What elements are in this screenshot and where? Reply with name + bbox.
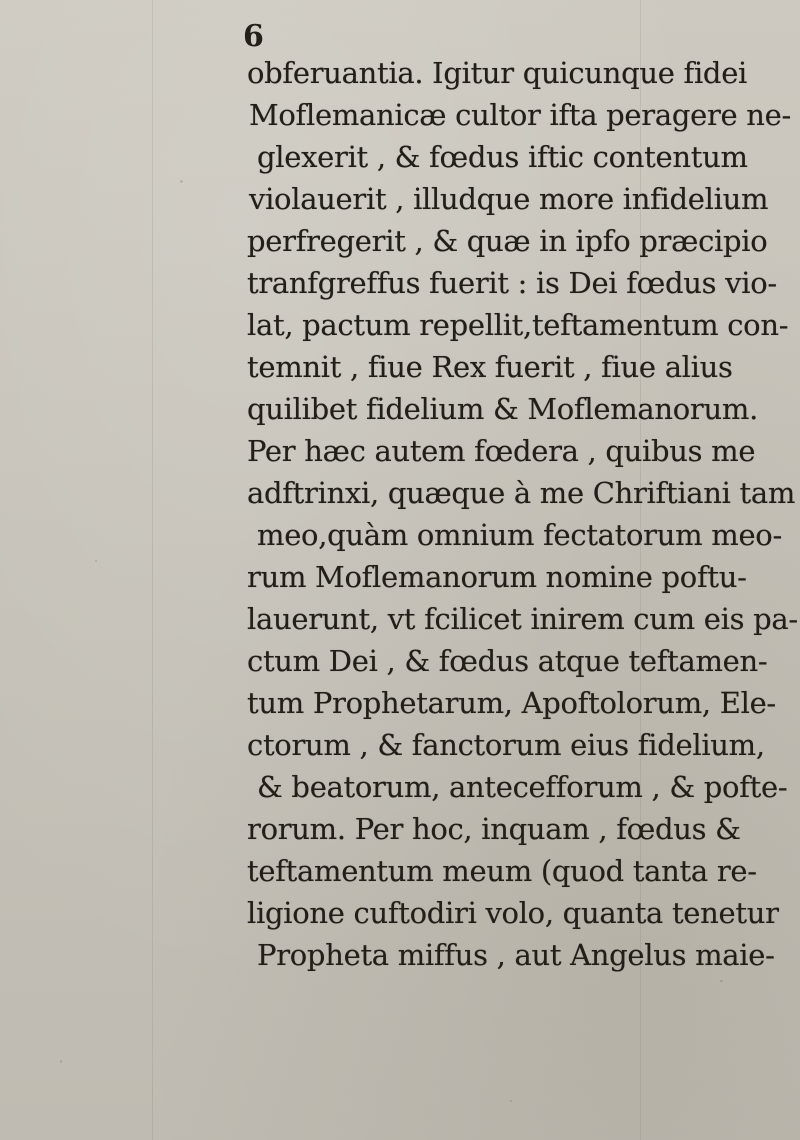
text-line-20: teftamentum meum (quod tanta re-	[247, 854, 757, 888]
text-line-19: rorum. Per hoc, inquam , fœdus &	[247, 812, 741, 846]
text-line-3: glexerit , & fœdus iftic contentum	[257, 140, 748, 174]
text-line-14: lauerunt, vt fcilicet inirem cum eis pa-	[247, 602, 798, 636]
paper-speck	[60, 1060, 62, 1063]
text-line-4: violauerit , illudque more infidelium	[249, 182, 769, 216]
text-line-11: adftrinxi, quæque à me Chriftiani tam	[247, 476, 796, 510]
paper-speck	[180, 180, 183, 183]
text-line-18: & beatorum, antecefforum , & pofte-	[257, 770, 788, 804]
text-line-13: rum Moflemanorum nomine poftu-	[247, 560, 747, 594]
text-line-15: ctum Dei , & fœdus atque teftamen-	[247, 644, 768, 678]
page-number: 6	[243, 19, 264, 54]
text-line-2: Moflemanicæ cultor ifta peragere ne-	[249, 98, 792, 132]
text-line-9: quilibet fidelium & Moflemanorum.	[247, 392, 758, 426]
text-line-7: lat, pactum repellit,teftamentum con-	[247, 308, 789, 342]
text-line-10: Per hæc autem fœdera , quibus me	[247, 434, 756, 468]
text-line-5: perfregerit , & quæ in ipfo præcipio	[247, 224, 768, 258]
text-line-16: tum Prophetarum, Apoftolorum, Ele-	[247, 686, 776, 720]
paper-speck	[95, 560, 97, 562]
paper-speck	[720, 980, 723, 982]
text-line-22: Propheta miffus , aut Angelus maie-	[257, 938, 775, 972]
text-line-12: meo,quàm omnium fectatorum meo-	[257, 518, 782, 552]
text-line-1: obferuantia. Igitur quicunque fidei	[247, 56, 748, 90]
body-text	[247, 52, 798, 976]
paper-crease	[152, 0, 153, 1140]
paper-speck	[510, 1100, 512, 1102]
text-line-21: ligione cuftodiri volo, quanta tenetur	[247, 896, 779, 930]
text-line-8: temnit , fiue Rex fuerit , fiue alius	[247, 350, 733, 384]
text-line-6: tranfgreffus fuerit : is Dei fœdus vio-	[247, 266, 777, 300]
text-line-17: ctorum , & fanctorum eius fidelium,	[247, 728, 765, 762]
